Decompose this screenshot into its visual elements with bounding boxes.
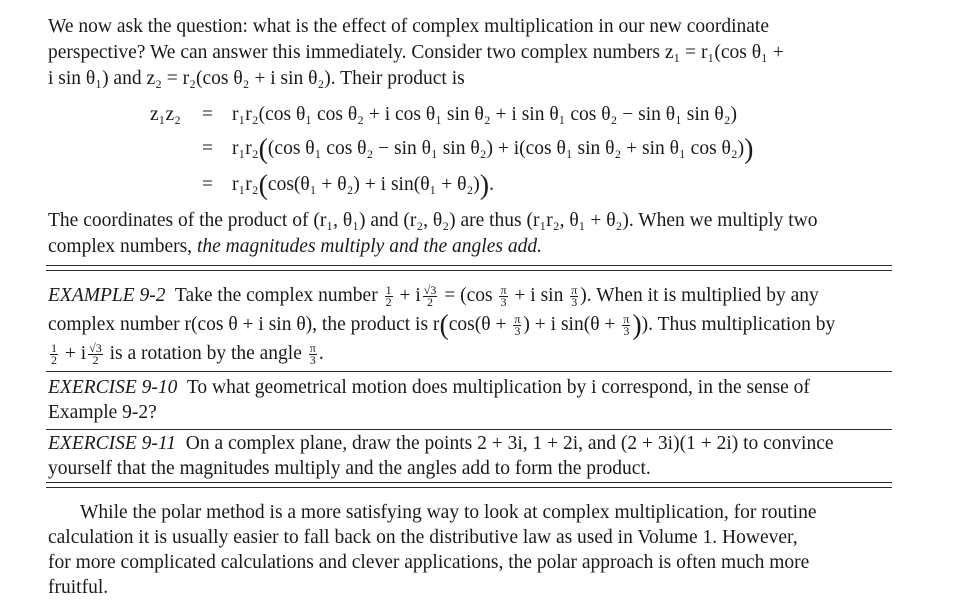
equation-row-3-prefix: r₁r₂ (232, 174, 259, 195)
top-rule-1 (46, 265, 892, 266)
equation-row-2-body: (cos θ₁ cos θ₂ − sin θ₁ sin θ₂) + i(cos θ₁ sin θ₂ + sin θ₁ cos θ₂) (267, 138, 745, 159)
top-rule-2 (46, 270, 892, 271)
example-text: Take the complex number (174, 285, 378, 306)
exercise-11-line-2: yourself that the magnitudes multiply and the angles add to form the product. (48, 458, 651, 479)
bottom-rule-2 (46, 487, 892, 488)
separator-rule (46, 429, 892, 430)
exercise-11-line-1 (48, 431, 890, 457)
intro-line-2: perspective? We can answer this immediately. Consider two complex numbers z₁ = r₁(cos θ₁ + (48, 42, 784, 63)
exercise-10-label: EXERCISE 9-10 (48, 377, 178, 398)
big-paren-open: ( (439, 310, 449, 341)
fraction-pi-3: $\frac{\pi}{3}$ (309, 341, 316, 368)
coords-line-2 (48, 234, 890, 260)
big-paren-close: ) (744, 134, 754, 165)
equation-row-3-end: . (489, 174, 494, 195)
example-text: is a rotation by the angle (109, 343, 302, 364)
fraction-pi-3: $\frac{\pi}{3}$ (514, 312, 521, 339)
example-text: ). When it is multiplied by any (580, 285, 819, 306)
exercise-10-line-2: Example 9-2? (48, 402, 157, 423)
example-text: ) + i sin(θ + (523, 314, 616, 335)
example-text: complex number r(cos θ + i sin θ), the product is r (48, 314, 440, 335)
equation-equals-2: = (202, 138, 213, 159)
example-text: . (318, 343, 324, 364)
example-label: EXAMPLE 9-2 (48, 285, 166, 306)
separator-rule (46, 371, 892, 372)
closing-line-1: While the polar method is a more satisfying way to look at complex multiplication, for routine (80, 502, 817, 523)
example-i-plus: + i (64, 343, 87, 364)
equation-equals-3: = (202, 174, 213, 195)
equation-row-2-prefix: r₁r₂ (232, 138, 259, 159)
example-text: cos(θ + (448, 314, 507, 335)
closing-line-3: for more complicated calculations and clever applications, the polar approach is often much more (48, 552, 810, 573)
intro-line-3: i sin θ₁) and z₂ = r₂(cos θ₂ + i sin θ₂). Their product is (48, 68, 465, 89)
equation-row-3 (232, 172, 494, 199)
big-paren-open: ( (258, 170, 268, 201)
exercise-11-label: EXERCISE 9-11 (48, 433, 176, 454)
intro-line-1: We now ask the question: what is the effect of complex multiplication in our new coordinate (48, 16, 770, 37)
example-line-3 (48, 341, 890, 367)
fraction-pi-3: $\frac{\pi}{3}$ (571, 283, 578, 310)
exercise-10-text: To what geometrical motion does multiplication by i correspond, in the sense of (186, 377, 810, 398)
exercise-10-line-1 (48, 375, 890, 401)
example-i-plus: + i (399, 285, 421, 306)
equation-lhs: z₁z₂ (150, 104, 181, 125)
example-text: ). Thus multiplication by (641, 314, 836, 335)
example-cos: = (cos (444, 285, 493, 306)
equation-equals-1: = (202, 104, 213, 125)
fraction-sqrt3-2: $\frac{√3}{2}$ (423, 283, 437, 310)
equation-row-1: r₁r₂(cos θ₁ cos θ₂ + i cos θ₁ sin θ₂ + i sin θ₁ cos θ₂ − sin θ₁ sin θ₂) (232, 104, 738, 125)
coords-line-1: The coordinates of the product of (r₁, θ₁) and (r₂, θ₂) are thus (r₁r₂, θ₁ + θ₂). When we multiply two (48, 210, 818, 231)
equation-row-3-body: cos(θ₁ + θ₂) + i sin(θ₁ + θ₂) (267, 174, 480, 195)
equation-row-2 (232, 136, 754, 163)
big-paren-close: ) (479, 170, 490, 201)
example-line-2 (48, 312, 890, 339)
fraction-sqrt3-2: $\frac{√3}{2}$ (89, 341, 102, 368)
fraction-half: $\frac{1}{2}$ (51, 341, 57, 368)
fraction-pi-3: $\frac{\pi}{3}$ (623, 312, 630, 339)
example-isin: + i sin (514, 285, 564, 306)
example-line-1 (48, 283, 890, 309)
closing-line-4: fruitful. (48, 577, 109, 598)
fraction-pi-3: $\frac{\pi}{3}$ (500, 283, 507, 310)
exercise-11-text: On a complex plane, draw the points 2 + 3i, 1 + 2i, and (2 + 3i)(1 + 2i) to convince (185, 433, 834, 454)
coords-line-2-text: complex numbers, (48, 236, 197, 257)
fraction-half: $\frac{1}{2}$ (385, 283, 392, 310)
big-paren-open: ( (258, 134, 268, 165)
bottom-rule-1 (46, 482, 892, 483)
big-paren-close: ) (632, 310, 642, 341)
closing-line-2: calculation it is usually easier to fall back on the distributive law as used in Volume 1. However, (48, 527, 798, 548)
coords-emphasis: the magnitudes multiply and the angles add. (196, 236, 542, 257)
